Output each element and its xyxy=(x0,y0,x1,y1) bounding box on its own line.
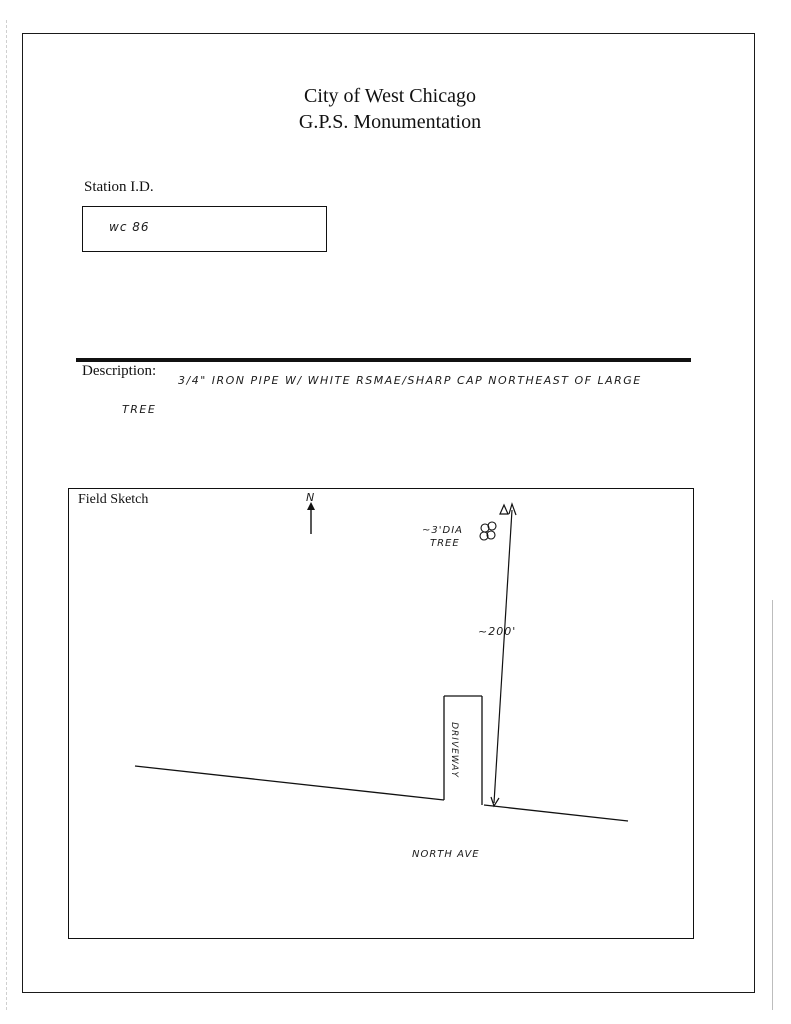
field-sketch-label: Field Sketch xyxy=(78,492,149,507)
title-line-2: G.P.S. Monumentation xyxy=(298,111,482,133)
north-arrow-icon xyxy=(307,502,315,534)
description-line-2: TREE xyxy=(122,403,157,416)
station-id-label: Station I.D. xyxy=(84,179,154,195)
tree-label-line-1: ~3'DIA xyxy=(422,525,463,536)
road-lines xyxy=(135,766,628,821)
driveway-label: DRIVEWAY xyxy=(449,722,459,778)
tree-icon xyxy=(480,522,496,540)
title-line-1: City of West Chicago xyxy=(304,85,476,107)
north-label: N xyxy=(306,491,316,504)
monument-triangle-icon xyxy=(500,505,508,514)
distance-label: ~200' xyxy=(478,625,517,638)
description-label: Description: xyxy=(82,363,157,379)
tree-label-line-2: TREE xyxy=(430,538,460,549)
description-line-1: 3/4" IRON PIPE W/ WHITE RSMAE/SHARP CAP NORTHEAST OF LARGE xyxy=(178,374,642,387)
road-label: NORTH AVE xyxy=(412,849,480,860)
distance-arrow-icon xyxy=(491,504,516,806)
station-id-value: wc 86 xyxy=(109,220,150,234)
driveway-label-wrap xyxy=(444,700,464,800)
